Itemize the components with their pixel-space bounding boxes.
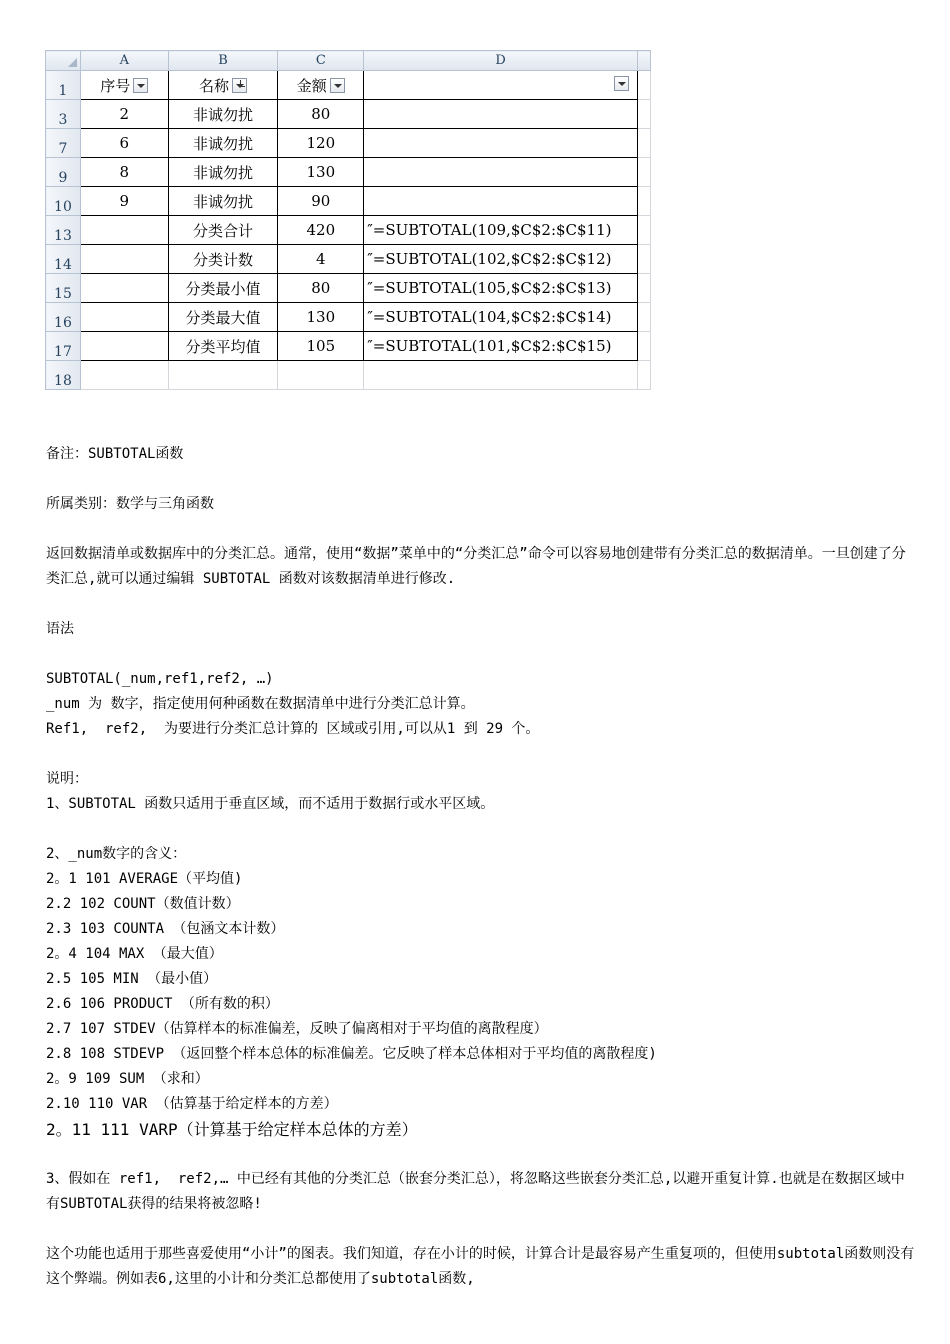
cell-seq[interactable] [80,216,168,245]
cell-amount[interactable]: 90 [278,187,364,216]
num-description: _num 为 数字，指定使用何种函数在数据清单中进行分类汇总计算。 [46,696,475,712]
header-label: 名称 [199,76,230,95]
column-header-a[interactable]: A [80,51,168,71]
table-row [46,245,651,274]
syntax-heading: 语法 [46,621,74,637]
explain-item-1: 1、SUBTOTAL 函数只适用于垂直区域，而不适用于数据行或水平区域。 [46,796,495,812]
ref-description: Ref1, ref2, 为要进行分类汇总计算的 区域或引用,可以从1 到 29 个。 [46,721,540,737]
header-row [46,71,651,100]
table-row [46,303,651,332]
cell-formula[interactable]: ″=SUBTOTAL(102,$C$2:$C$12) [364,245,638,274]
empty-cell[interactable] [278,361,364,390]
row-header[interactable]: 9 [46,158,81,187]
spreadsheet-screenshot [45,50,651,389]
num-list-item: 2。9 109 SUM （求和） [46,1071,209,1087]
cell-seq[interactable]: 8 [80,158,168,187]
cell-amount[interactable]: 4 [278,245,364,274]
cell-formula[interactable]: ″=SUBTOTAL(109,$C$2:$C$11) [364,216,638,245]
cell-name[interactable]: 非诚勿扰 [168,129,278,158]
num-list-item: 2.2 102 COUNT（数值计数） [46,896,240,912]
cell-name[interactable]: 分类合计 [168,216,278,245]
table-row [46,216,651,245]
num-list-item: 2.5 105 MIN （最小值） [46,971,218,987]
empty-cell[interactable] [638,71,651,100]
select-all-corner[interactable] [46,51,81,71]
description-paragraph: 返回数据清单或数据库中的分类汇总。通常，使用“数据”菜单中的“分类汇总”命令可以容易地创建带有分类汇总的数据清单。一旦创建了分类汇总,就可以通过编辑 SUBTOTAL 函数对该数据清单进行修改. [46,546,906,587]
spreadsheet-grid [45,50,651,390]
table-row [46,332,651,361]
cell-amount[interactable]: 80 [278,274,364,303]
num-list-item: 2.3 103 COUNTA （包涵文本计数） [46,921,285,937]
cell-formula[interactable] [364,129,638,158]
table-row [46,100,651,129]
empty-cell[interactable] [638,158,651,187]
table-row [46,129,651,158]
explain-item-2: 2、_num数字的含义： [46,846,187,862]
filter-dropdown-icon[interactable] [133,78,148,93]
filter-dropdown-icon[interactable] [330,78,345,93]
cell-name[interactable]: 非诚勿扰 [168,158,278,187]
empty-cell[interactable] [638,187,651,216]
cell-seq[interactable] [80,332,168,361]
closing-paragraph: 这个功能也适用于那些喜爱使用“小计”的图表。我们知道，存在小计的时候，计算合计是最容易产生重复项的，但使用subtotal函数则没有这个弊端。例如表6,这里的小计和分类汇总都使用了subtotal函数, [46,1246,915,1287]
row-header[interactable]: 7 [46,129,81,158]
table-row-partial [46,361,651,390]
num-list-item: 2.6 106 PRODUCT （所有数的积） [46,996,279,1012]
cell-seq[interactable]: 2 [80,100,168,129]
table-row [46,158,651,187]
filter-active-icon[interactable] [232,78,247,93]
cell-amount[interactable]: 80 [278,100,364,129]
cell-name[interactable]: 分类计数 [168,245,278,274]
num-list-item: 2.8 108 STDEVP （返回整个样本总体的标准偏差。它反映了样本总体相对于平均值的离散程度) [46,1046,657,1062]
cell-formula[interactable]: ″=SUBTOTAL(104,$C$2:$C$14) [364,303,638,332]
num-list-item: 2。1 101 AVERAGE（平均值) [46,871,243,887]
header-cell-amount [278,71,364,100]
row-header[interactable]: 17 [46,332,81,361]
row-header[interactable]: 1 [46,71,81,100]
num-list-item: 2。11 111 VARP（计算基于给定样本总体的方差） [46,1120,418,1139]
note-line: 备注：SUBTOTAL函数 [46,446,184,462]
cell-formula[interactable] [364,100,638,129]
cell-formula[interactable] [364,187,638,216]
column-header-b[interactable]: B [168,51,278,71]
cell-amount[interactable]: 120 [278,129,364,158]
row-header[interactable]: 16 [46,303,81,332]
cell-formula[interactable]: ″=SUBTOTAL(105,$C$2:$C$13) [364,274,638,303]
empty-cell[interactable] [364,361,638,390]
cell-formula[interactable] [364,158,638,187]
empty-cell[interactable] [638,129,651,158]
num-list-item: 2.10 110 VAR （估算基于给定样本的方差） [46,1096,338,1112]
cell-seq[interactable] [80,303,168,332]
header-label: 金额 [296,76,327,95]
row-header[interactable]: 13 [46,216,81,245]
column-header-d[interactable]: D [364,51,638,71]
cell-seq[interactable]: 6 [80,129,168,158]
row-header[interactable]: 10 [46,187,81,216]
cell-seq[interactable] [80,274,168,303]
header-cell-d [364,71,638,100]
syntax-line: SUBTOTAL(_num,ref1,ref2, …) [46,671,274,687]
cell-name[interactable]: 非诚勿扰 [168,100,278,129]
cell-amount[interactable]: 420 [278,216,364,245]
empty-cell[interactable] [638,216,651,245]
empty-cell[interactable] [168,361,278,390]
row-header[interactable]: 15 [46,274,81,303]
header-label: 序号 [100,76,131,95]
empty-cell[interactable] [638,361,651,390]
cell-name[interactable]: 分类最大值 [168,303,278,332]
empty-cell[interactable] [638,274,651,303]
cell-seq[interactable] [80,245,168,274]
table-row [46,187,651,216]
column-header-e[interactable] [638,51,651,71]
row-header[interactable]: 18 [46,361,81,390]
category-line: 所属类别：数学与三角函数 [46,496,214,512]
num-list-item: 2。4 104 MAX （最大值） [46,946,223,962]
cell-amount[interactable]: 130 [278,303,364,332]
filter-dropdown-icon[interactable] [614,76,629,91]
num-list-item: 2.7 107 STDEV（估算样本的标准偏差，反映了偏离相对于平均值的离散程度） [46,1021,548,1037]
column-header-c[interactable]: C [278,51,364,71]
row-header[interactable]: 14 [46,245,81,274]
cell-formula[interactable]: ″=SUBTOTAL(101,$C$2:$C$15) [364,332,638,361]
empty-cell[interactable] [638,303,651,332]
cell-name[interactable]: 分类最小值 [168,274,278,303]
cell-amount[interactable]: 105 [278,332,364,361]
header-cell-seq [80,71,168,100]
empty-cell[interactable] [638,245,651,274]
table-row [46,274,651,303]
column-header-row [46,51,651,71]
document-body [46,442,916,1292]
empty-cell[interactable] [80,361,168,390]
cell-seq[interactable]: 9 [80,187,168,216]
header-cell-name [168,71,278,100]
cell-amount[interactable]: 130 [278,158,364,187]
cell-name[interactable]: 非诚勿扰 [168,187,278,216]
row-header[interactable]: 3 [46,100,81,129]
cell-name[interactable]: 分类平均值 [168,332,278,361]
explain-item-3: 3、假如在 ref1, ref2,… 中已经有其他的分类汇总（嵌套分类汇总），将忽略这些嵌套分类汇总,以避开重复计算.也就是在数据区域中有SUBTOTAL获得的结果将被忽略! [46,1171,905,1212]
explain-heading: 说明： [46,771,88,787]
empty-cell[interactable] [638,100,651,129]
empty-cell[interactable] [638,332,651,361]
